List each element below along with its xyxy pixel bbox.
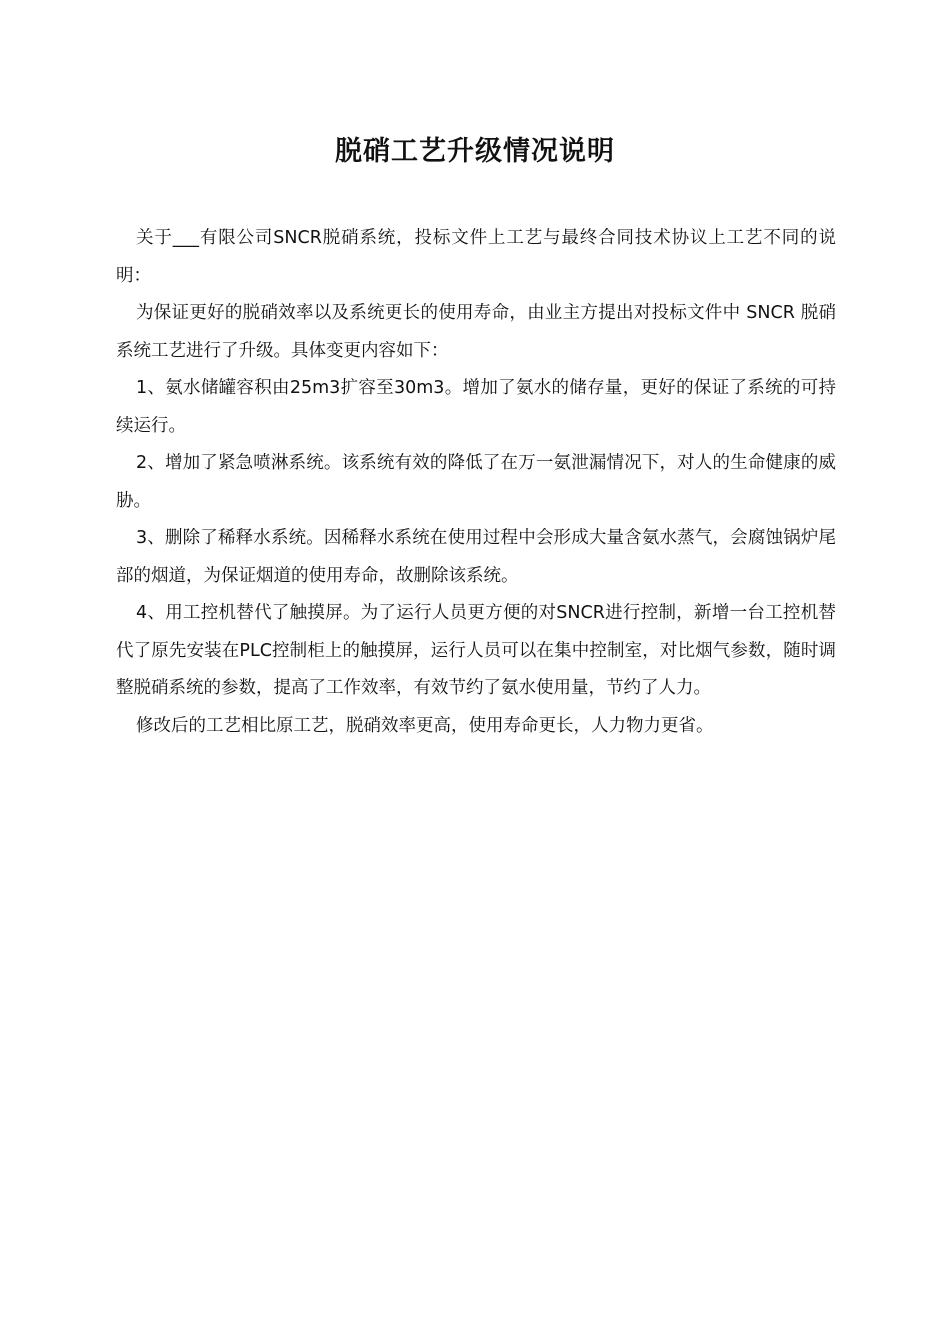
paragraph-intro: 关于___有限公司SNCR脱硝系统，投标文件上工艺与最终合同技术协议上工艺不同的说明： xyxy=(116,228,836,286)
paragraph-purpose: 为保证更好的脱硝效率以及系统更长的使用寿命，由业主方提出对投标文件中 SNCR 脱硝系统工艺进行了升级。具体变更内容如下： xyxy=(116,303,836,361)
paragraph-item-3: 3、删除了稀释水系统。因稀释水系统在使用过程中会形成大量含氨水蒸气，会腐蚀锅炉尾部的烟道，为保证烟道的使用寿命，故删除该系统。 xyxy=(116,528,836,586)
document-title: 脱硝工艺升级情况说明 xyxy=(335,136,615,167)
document-body xyxy=(116,220,836,745)
paragraph-item-4: 4、用工控机替代了触摸屏。为了运行人员更方便的对SNCR进行控制，新增一台工控机替代了原先安装在PLC控制柜上的触摸屏，运行人员可以在集中控制室，对比烟气参数，随时调整脱硝系统的参数，提高了工作效率，有效节约了氨水使用量，节约了人力。 xyxy=(116,603,836,698)
paragraph-item-1: 1、氨水储罐容积由25m3扩容至30m3。增加了氨水的储存量，更好的保证了系统的可持续运行。 xyxy=(116,378,836,436)
paragraph-item-2: 2、增加了紧急喷淋系统。该系统有效的降低了在万一氨泄漏情况下，对人的生命健康的威胁。 xyxy=(116,453,836,511)
paragraph-conclusion: 修改后的工艺相比原工艺，脱硝效率更高，使用寿命更长，人力物力更省。 xyxy=(136,715,714,736)
